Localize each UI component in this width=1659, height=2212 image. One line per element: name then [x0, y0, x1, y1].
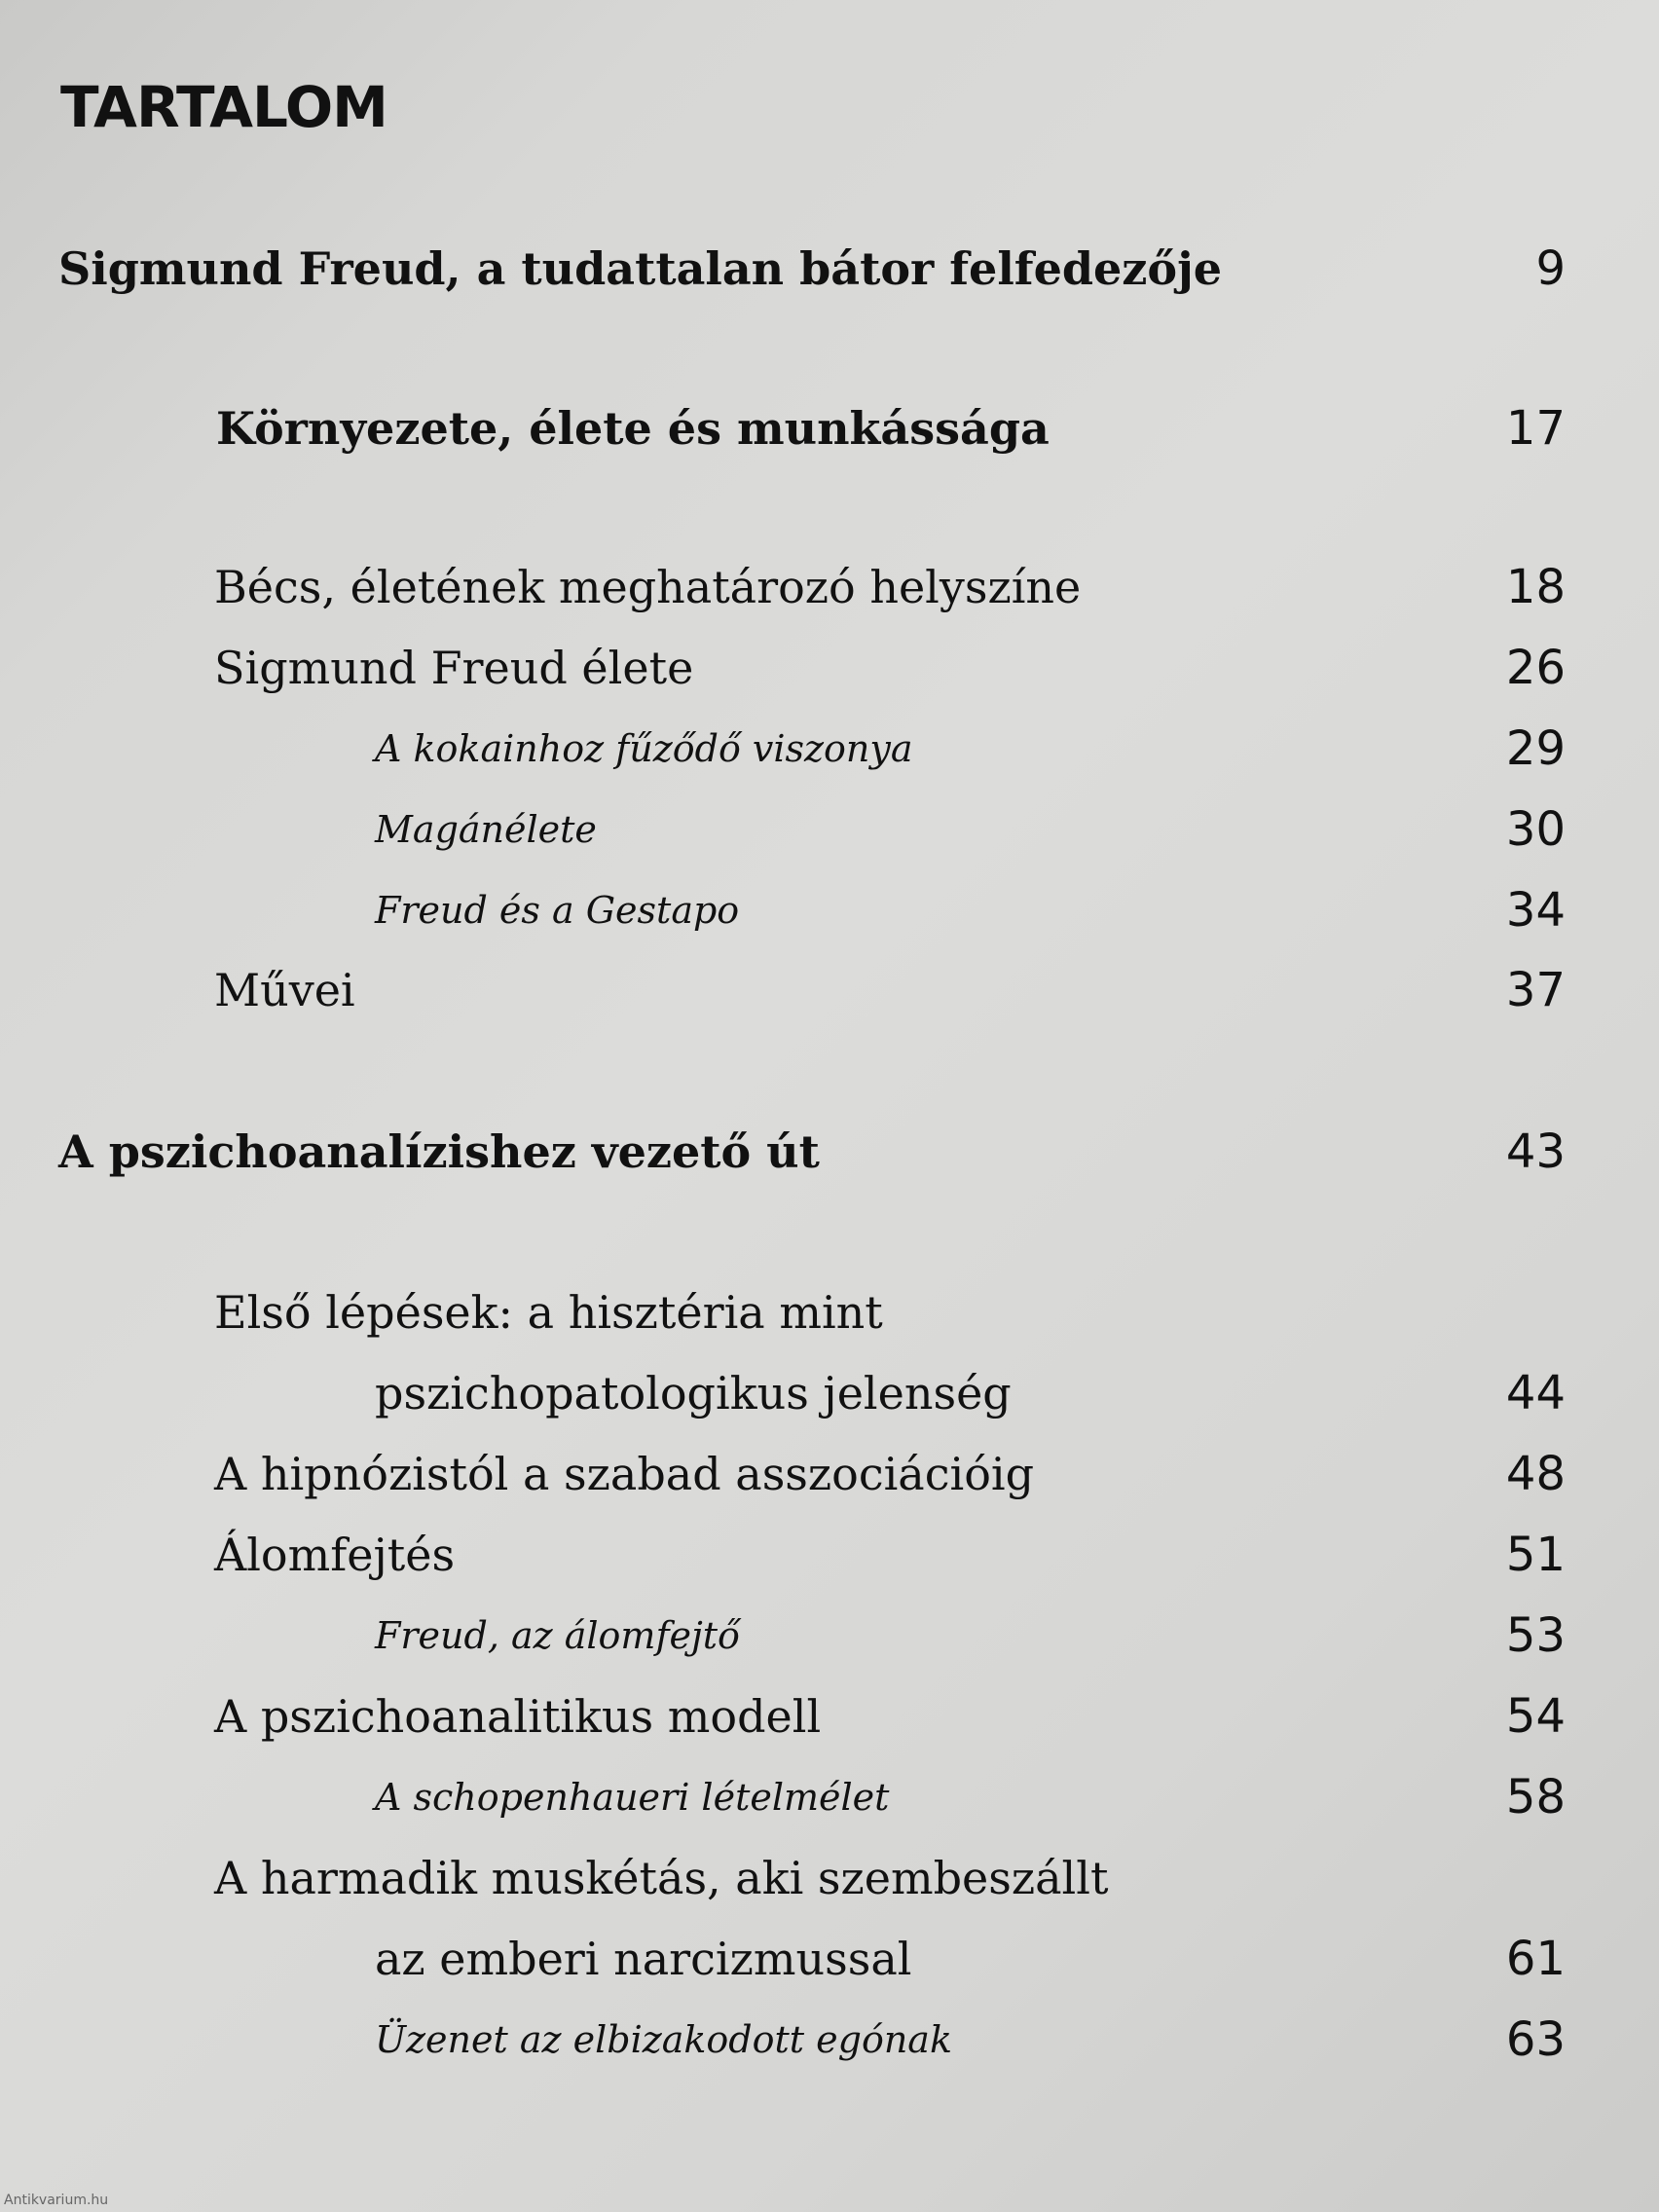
- toc-entry: [0, 1602, 1659, 1670]
- toc-entry-label: Üzenet az elbizakodott egónak: [375, 2018, 952, 2061]
- toc-entry-label: Bécs, életének meghatározó helyszíne: [214, 561, 1082, 613]
- toc-entry: [0, 956, 1659, 1024]
- toc-entry: [0, 1925, 1659, 1993]
- toc-entry: [0, 876, 1659, 944]
- toc-entry-page: 18: [1505, 560, 1566, 614]
- toc-entry-label: A kokainhoz fűződő viszonya: [375, 727, 913, 770]
- toc-entry-page: 51: [1505, 1528, 1566, 1582]
- toc-entry-label: Freud és a Gestapo: [375, 889, 740, 932]
- toc-entry-page: 53: [1505, 1608, 1566, 1663]
- toc-entry-label: A pszichoanalitikus modell: [214, 1690, 822, 1743]
- toc-entry: [0, 553, 1659, 621]
- toc-entry: [0, 795, 1659, 864]
- toc-entry: [0, 1763, 1659, 1831]
- toc-entry-label: pszichopatologikus jelenség: [375, 1367, 1012, 1419]
- toc-entry-page: 37: [1505, 963, 1566, 1017]
- toc-entry-label: Álomfejtés: [214, 1529, 456, 1581]
- toc-entry-label: Freud, az álomfejtő: [375, 1614, 740, 1657]
- toc-entry: [0, 1844, 1659, 1912]
- page-title: TARTALOM: [60, 74, 387, 140]
- toc-entry-label: A hipnózistól a szabad asszociációig: [214, 1448, 1035, 1500]
- toc-entry-label: az emberi narcizmussal: [375, 1933, 912, 1985]
- toc-entry: [0, 715, 1659, 783]
- toc-entry: [0, 634, 1659, 702]
- toc-entry-page: 48: [1505, 1447, 1566, 1501]
- toc-entry-label: Sigmund Freud, a tudattalan bátor felfedezője: [58, 242, 1222, 295]
- toc-entry-label: A harmadik muskétás, aki szembeszállt: [214, 1852, 1109, 1904]
- toc-entry: [0, 235, 1659, 303]
- toc-entry-page: 34: [1505, 883, 1566, 938]
- toc-entry-label: Első lépések: a hisztéria mint: [214, 1286, 883, 1339]
- toc-entry: [0, 1682, 1659, 1751]
- watermark: Antikvarium.hu: [4, 2193, 109, 2208]
- toc-entry-label: A schopenhaueri lételmélet: [375, 1776, 890, 1819]
- toc-entry-page: 9: [1535, 241, 1566, 296]
- toc-entry-page: 54: [1505, 1689, 1566, 1744]
- toc-entry: [0, 1118, 1659, 1186]
- toc-entry: [0, 1359, 1659, 1427]
- toc-entry-label: Magánélete: [375, 808, 597, 851]
- toc-entry-page: 58: [1505, 1770, 1566, 1825]
- toc-entry-page: 29: [1505, 721, 1566, 776]
- toc-entry: [0, 394, 1659, 462]
- toc-entry-page: 17: [1505, 401, 1566, 456]
- toc-entry-page: 30: [1505, 802, 1566, 857]
- toc-entry: [0, 1440, 1659, 1508]
- toc-entry-page: 63: [1505, 2012, 1566, 2067]
- toc-entry: [0, 2006, 1659, 2074]
- toc-entry-label: Sigmund Freud élete: [214, 642, 694, 694]
- toc-entry-page: 26: [1505, 641, 1566, 695]
- toc-entry-label: A pszichoanalízishez vezető út: [58, 1125, 820, 1178]
- toc-entry: [0, 1278, 1659, 1346]
- toc-entry-label: Környezete, élete és munkássága: [216, 402, 1050, 455]
- toc-entry-page: 61: [1505, 1932, 1566, 1986]
- toc-entry-page: 44: [1505, 1366, 1566, 1420]
- toc-entry: [0, 1521, 1659, 1589]
- toc-entry-page: 43: [1505, 1124, 1566, 1179]
- toc-entry-label: Művei: [214, 964, 355, 1016]
